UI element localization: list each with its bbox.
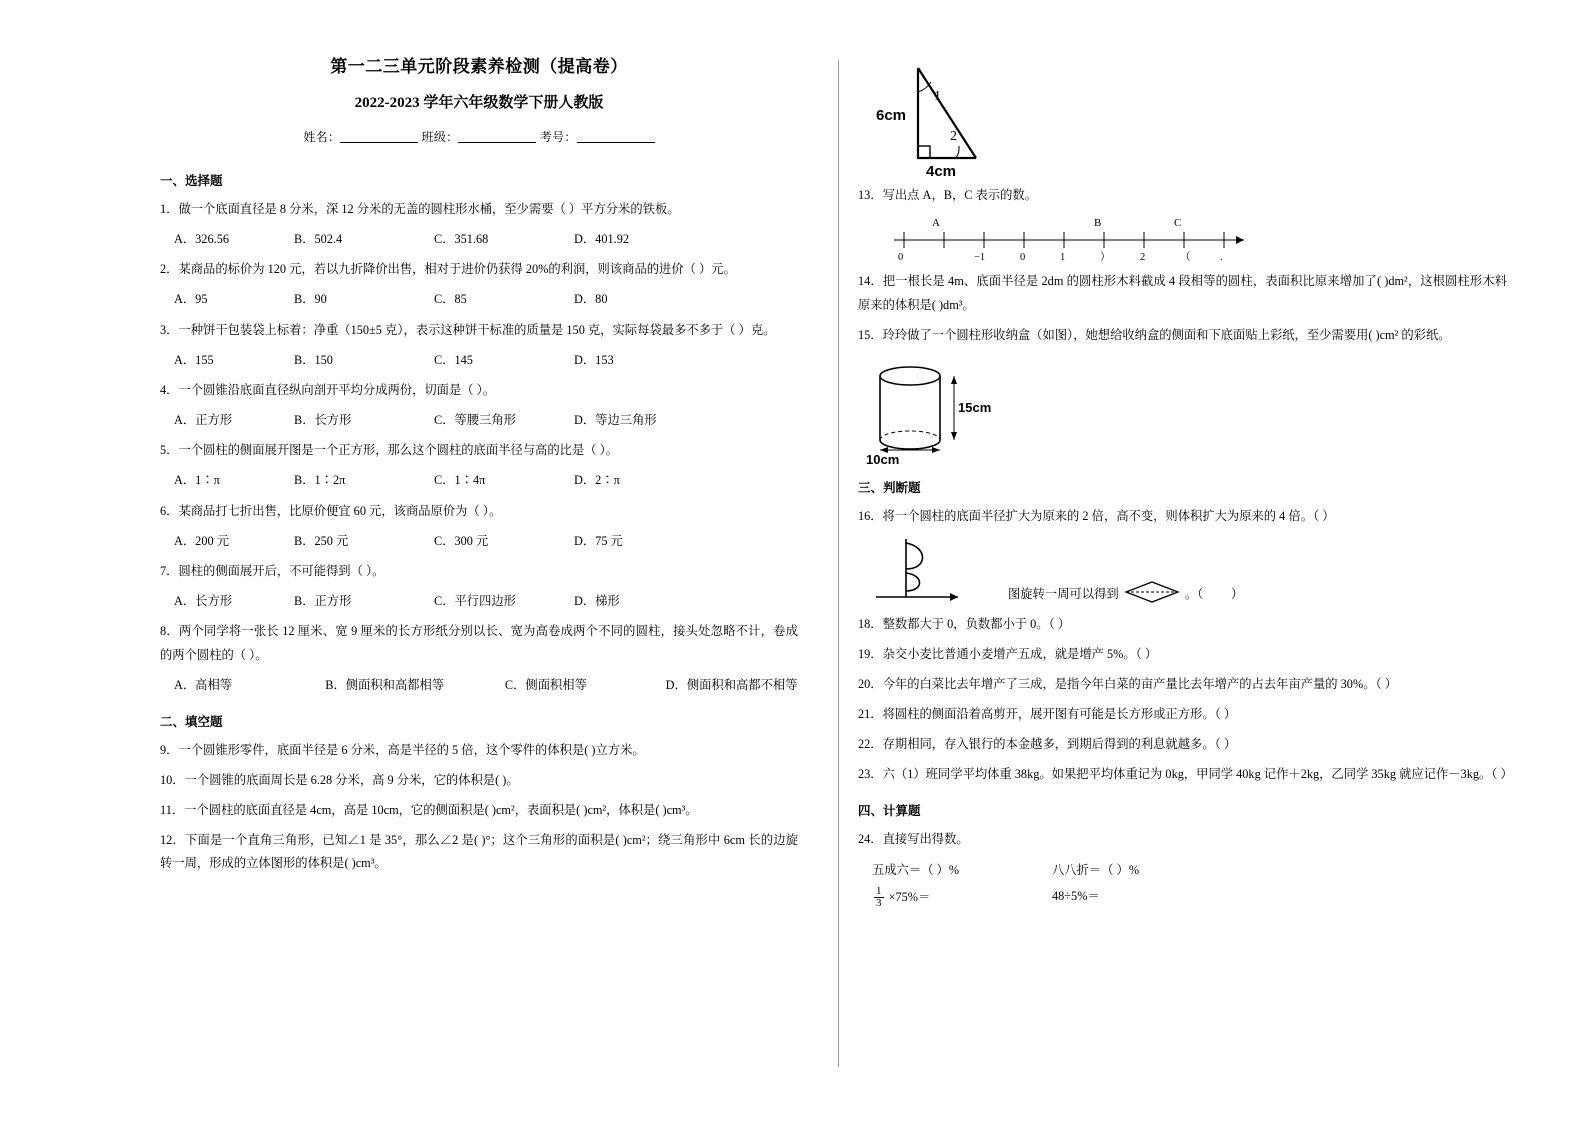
fraction-one-third bbox=[874, 886, 884, 910]
question-12: 12．下面是一个直角三角形，已知∠1 是 35°，那么∠2 是( )°；这个三角形的面积是( )cm²；绕三角形中 6cm 长的边旋转一周，形成的立体图形的体积是( )cm³。 bbox=[160, 832, 798, 871]
option-b[interactable]: B．正方形 bbox=[294, 593, 352, 608]
question-8-options bbox=[174, 674, 798, 697]
option-b[interactable]: B．250 元 bbox=[294, 533, 349, 548]
option-c[interactable]: C．145 bbox=[434, 352, 473, 367]
option-a[interactable]: A．155 bbox=[174, 352, 214, 367]
cylinder-diameter-label: 10cm bbox=[866, 451, 900, 464]
option-a[interactable]: A．高相等 bbox=[174, 678, 233, 693]
name-input[interactable] bbox=[340, 131, 418, 143]
option-b[interactable]: B．1∶2π bbox=[294, 473, 346, 488]
option-c[interactable]: C．1∶4π bbox=[434, 473, 486, 488]
option-d[interactable]: D．75 元 bbox=[574, 533, 623, 548]
question-3: 3．一种饼干包装袋上标着：净重（150±5 克），表示这种饼干标准的质量是 150 克，实际每袋最多不多于（ ）克。 bbox=[160, 322, 776, 337]
question-1: 1．做一个底面直径是 8 分米，深 12 分米的无盖的圆柱形水桶，至少需要（ ）平方分米的铁板。 bbox=[160, 202, 680, 216]
figure-number-line bbox=[884, 214, 1507, 262]
question-22: 22．存期相同，存入银行的本金越多，到期后得到的利息就越多。（ ） bbox=[858, 736, 1237, 751]
class-input[interactable] bbox=[458, 131, 536, 143]
svg-text:1: 1 bbox=[1060, 251, 1066, 262]
triangle-angle-1-label: 1 bbox=[934, 89, 941, 104]
question-9: 9．一个圆锥形零件，底面半径是 6 分米，高是半径的 5 倍，这个零件的体积是( )立方米。 bbox=[160, 742, 645, 757]
section-heading-judge: 三、判断题 bbox=[858, 480, 921, 495]
option-d[interactable]: D．153 bbox=[574, 352, 614, 367]
class-label: 班级： bbox=[421, 130, 459, 144]
option-b[interactable]: B．150 bbox=[294, 352, 333, 367]
svg-text:0: 0 bbox=[898, 251, 904, 262]
option-a[interactable]: A．326.56 bbox=[174, 231, 229, 246]
svg-text:2: 2 bbox=[1140, 251, 1146, 262]
numberline-label-b: B bbox=[1094, 216, 1102, 229]
option-c[interactable]: C．351.68 bbox=[434, 231, 489, 246]
svg-text:）: ） bbox=[1100, 251, 1111, 262]
option-b[interactable]: B．502.4 bbox=[294, 231, 343, 246]
question-4: 4．一个圆锥沿底面直径纵向剖开平均分成两份，切面是（ ）。 bbox=[160, 382, 496, 397]
question-6: 6．某商品打七折出售，比原价便宜 60 元，该商品原价为（ ）。 bbox=[160, 503, 502, 518]
question-3-options bbox=[174, 349, 798, 372]
option-c[interactable]: C．平行四边形 bbox=[434, 593, 516, 608]
question-8: 8．两个同学将一张长 12 厘米、宽 9 厘米的长方形纸分别以长、宽为高卷成两个不同的圆柱，接头处忽略不计，卷成的两个圆柱的（ ）。 bbox=[160, 624, 798, 663]
question-7: 7．圆柱的侧面展开后，不可能得到（ ）。 bbox=[160, 563, 385, 578]
question-17 bbox=[1008, 579, 1507, 607]
option-a[interactable]: A．1∶π bbox=[174, 473, 220, 488]
figure-right-triangle bbox=[858, 58, 1507, 178]
option-d[interactable]: D．80 bbox=[574, 292, 608, 307]
svg-text:.: . bbox=[1220, 251, 1223, 262]
option-c[interactable]: C．侧面积相等 bbox=[504, 678, 587, 693]
numberline-label-c: C bbox=[1174, 216, 1182, 229]
option-a[interactable]: A．95 bbox=[174, 292, 208, 307]
page-subtitle: 2022-2023 学年六年级数学下册人教版 bbox=[354, 95, 604, 111]
option-b[interactable]: B．90 bbox=[294, 292, 327, 307]
exam-number-input[interactable] bbox=[577, 131, 655, 143]
svg-text:−1: −1 bbox=[974, 251, 986, 262]
question-5-options bbox=[174, 469, 798, 492]
triangle-leg-vertical-label: 6cm bbox=[876, 107, 907, 124]
question-13: 13．写出点 A，B，C 表示的数。 bbox=[858, 188, 1037, 202]
question-17-text: 图旋转一周可以得到 bbox=[1008, 586, 1119, 601]
triangle-angle-2-label: 2 bbox=[950, 129, 957, 144]
calc-item-2[interactable]: 八八折＝（ ）% bbox=[1052, 862, 1140, 877]
option-c[interactable]: C．85 bbox=[434, 292, 467, 307]
question-7-options bbox=[174, 590, 798, 613]
question-16: 16．将一个圆柱的底面半径扩大为原来的 2 倍，高不变，则体积扩大为原来的 4 倍。（ ） bbox=[858, 508, 1335, 523]
name-label: 姓名： bbox=[303, 130, 341, 144]
question-18: 18．整数都大于 0，负数都小于 0。（ ） bbox=[858, 616, 1071, 631]
calc-row-2 bbox=[872, 886, 1507, 910]
cylinder-height-label: 15cm bbox=[958, 399, 992, 415]
option-a[interactable]: A．长方形 bbox=[174, 593, 233, 608]
svg-text:（: （ bbox=[1180, 251, 1191, 262]
fraction-denominator: 3 bbox=[876, 897, 882, 910]
calc-item-3[interactable] bbox=[872, 886, 1052, 910]
right-column bbox=[838, 0, 1587, 1122]
question-19: 19．杂交小麦比普通小麦增产五成，就是增产 5%。（ ） bbox=[858, 646, 1158, 661]
option-d[interactable]: D．梯形 bbox=[574, 593, 620, 608]
option-d[interactable]: D．侧面积和高都不相等 bbox=[665, 678, 798, 693]
question-14: 14．把一根长是 4m、底面半径是 2dm 的圆柱形木料截成 4 段相等的圆柱，表面积比原来增加了( )dm²，这根圆柱形木料原来的体积是( )dm³。 bbox=[858, 273, 1507, 312]
calc-item-3-rest: ×75%＝ bbox=[888, 889, 931, 904]
calc-item-1[interactable]: 五成六＝（ ）% bbox=[872, 862, 960, 877]
question-17-blank[interactable]: 。（ ） bbox=[1184, 586, 1244, 601]
question-4-options bbox=[174, 409, 798, 432]
option-c[interactable]: C．等腰三角形 bbox=[434, 412, 516, 427]
option-b[interactable]: B．侧面积和高都相等 bbox=[325, 678, 445, 693]
option-d[interactable]: D．2∶π bbox=[574, 473, 620, 488]
question-21: 21．将圆柱的侧面沿着高剪开，展开图有可能是长方形或正方形。（ ） bbox=[858, 706, 1237, 721]
exam-number-label: 考号： bbox=[539, 130, 577, 144]
option-a[interactable]: A．正方形 bbox=[174, 412, 233, 427]
student-info-line bbox=[160, 128, 798, 145]
option-b[interactable]: B．长方形 bbox=[294, 412, 352, 427]
question-5: 5．一个圆柱的侧面展开图是一个正方形，那么这个圆柱的底面半径与高的比是（ ）。 bbox=[160, 443, 619, 458]
calc-row-1 bbox=[872, 860, 1507, 878]
option-a[interactable]: A．200 元 bbox=[174, 533, 229, 548]
question-6-options bbox=[174, 530, 798, 553]
fraction-numerator: 1 bbox=[876, 884, 882, 897]
option-d[interactable]: D．等边三角形 bbox=[574, 412, 657, 427]
page-title: 第一二三单元阶段素养检测（提高卷） bbox=[330, 57, 628, 76]
question-10: 10．一个圆锥的底面周长是 6.28 分米，高 9 分米，它的体积是( )。 bbox=[160, 772, 519, 787]
question-23: 23．六（1）班同学平均体重 38kg。如果把平均体重记为 0kg，甲同学 40kg 记作＋2kg，乙同学 35kg 就应记作－3kg。（ ） bbox=[858, 766, 1513, 781]
question-2: 2．某商品的标价为 120 元，若以九折降价出售，相对于进价仍获得 20%的利润，则该商品的进价（ ）元。 bbox=[160, 262, 736, 277]
option-d[interactable]: D．401.92 bbox=[574, 231, 629, 246]
section-heading-calc: 四、计算题 bbox=[858, 803, 921, 818]
numberline-label-a: A bbox=[932, 216, 940, 229]
question-20: 20．今年的白菜比去年增产了三成，是指今年白菜的亩产量比去年增产的占去年亩产量的 30%。（ ） bbox=[858, 676, 1398, 691]
question-1-options bbox=[174, 228, 798, 251]
triangle-leg-horizontal-label: 4cm bbox=[926, 163, 957, 178]
question-24: 24．直接写出得数。 bbox=[858, 831, 969, 846]
figure-cylinder bbox=[858, 354, 1507, 464]
option-c[interactable]: C．300 元 bbox=[434, 533, 489, 548]
question-11: 11．一个圆柱的底面直径是 4cm，高是 10cm，它的侧面积是( )cm²，表面积是( )cm²，体积是( )cm³。 bbox=[160, 802, 698, 817]
section-heading-fill: 二、填空题 bbox=[160, 714, 223, 729]
question-2-options bbox=[174, 288, 798, 311]
question-15: 15．玲玲做了一个圆柱形收纳盒（如图），她想给收纳盒的侧面和下底面贴上彩纸，至少需要用( )cm² 的彩纸。 bbox=[858, 327, 1451, 342]
svg-text:0: 0 bbox=[1020, 251, 1026, 262]
section-heading-choice: 一、选择题 bbox=[160, 174, 223, 188]
calc-item-4[interactable]: 48÷5%＝ bbox=[1052, 888, 1100, 903]
